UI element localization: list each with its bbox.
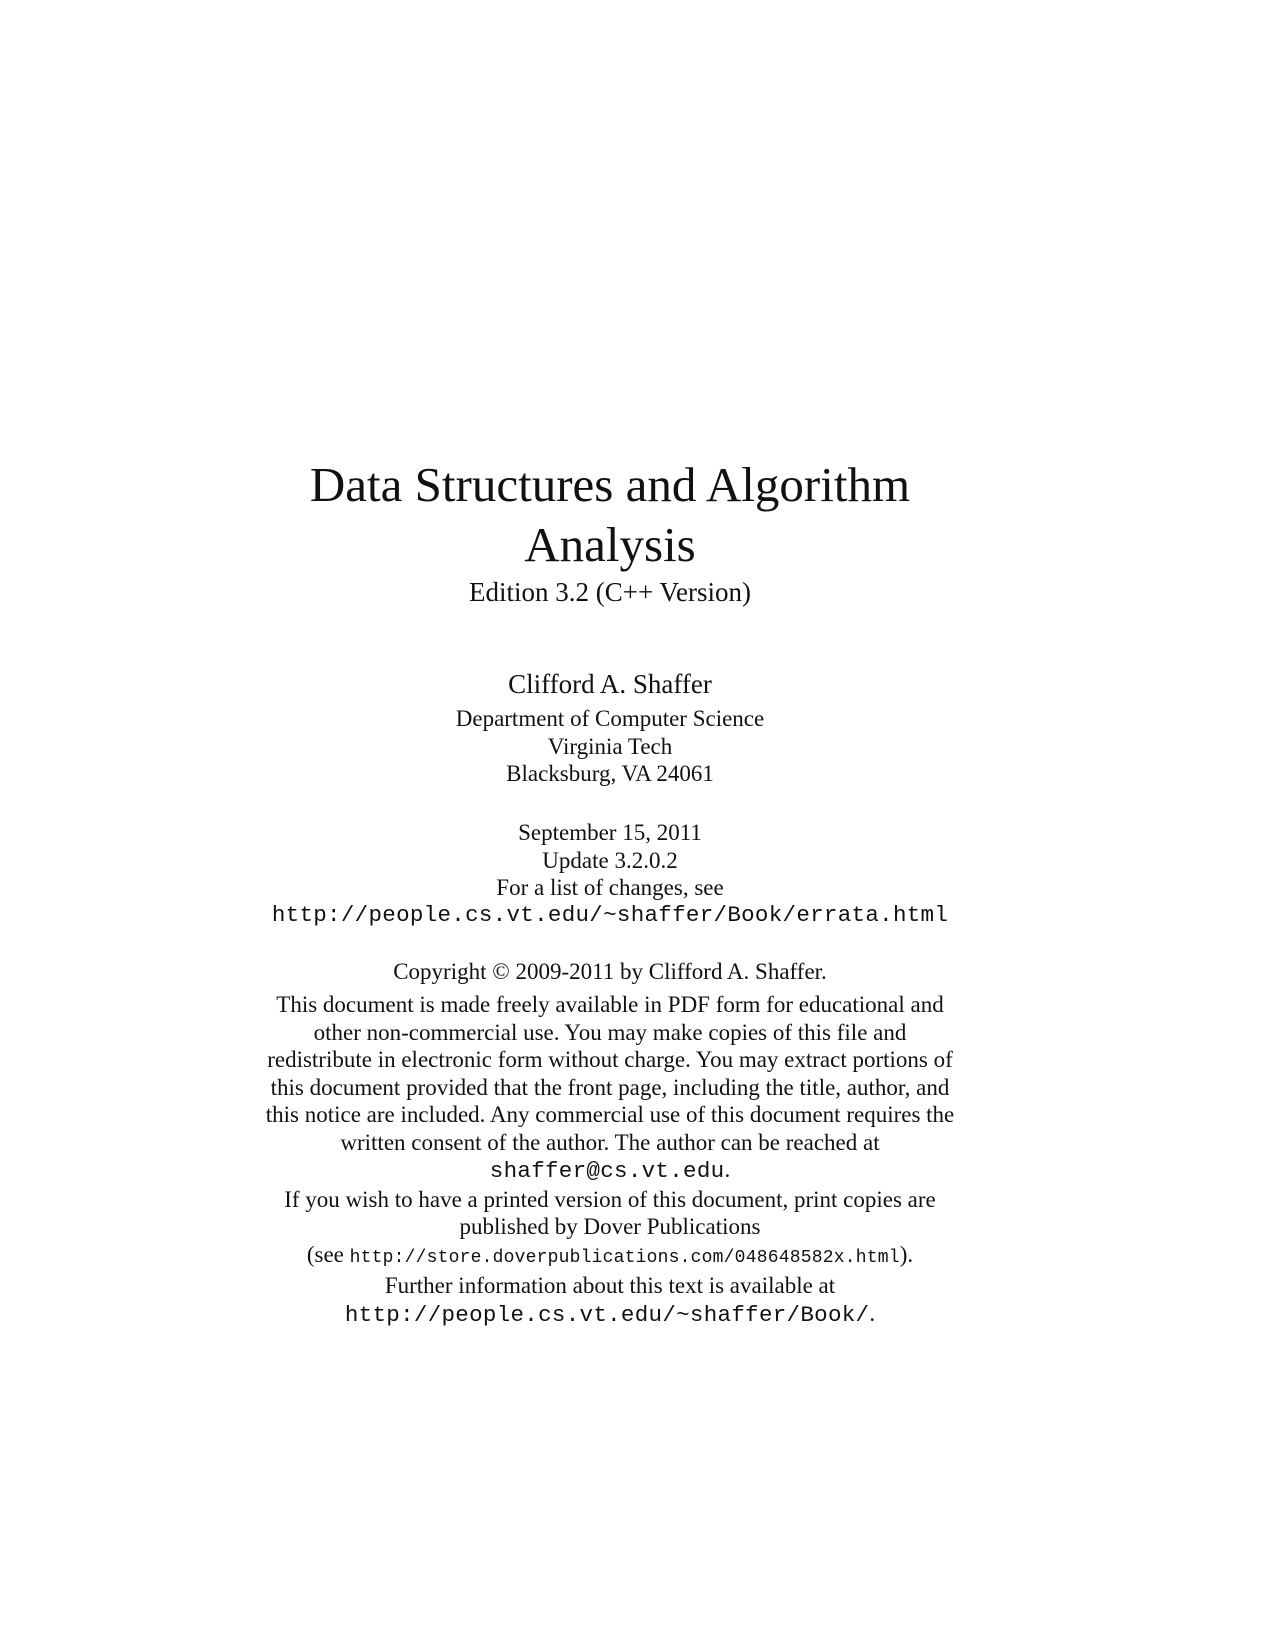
book-url-line xyxy=(0,1300,1220,1330)
notice-line-6: written consent of the author. The author can be reached at xyxy=(340,1129,880,1155)
update-version: Update 3.2.0.2 xyxy=(542,847,678,873)
book-url-suffix: . xyxy=(869,1300,876,1326)
institution: Virginia Tech xyxy=(547,733,673,759)
email-line xyxy=(0,1156,1220,1186)
author-name: Clifford A. Shaffer xyxy=(508,669,712,699)
errata-link[interactable]: http://people.cs.vt.edu/~shaffer/Book/errata.html xyxy=(271,901,949,928)
dover-suffix: ). xyxy=(899,1241,914,1267)
further-info-text: Further information about this text is available at xyxy=(384,1273,836,1298)
dover-link[interactable]: http://store.doverpublications.com/048648582x.html xyxy=(349,1247,900,1268)
location: Blacksburg, VA 24061 xyxy=(506,761,714,786)
notice-line-5: this notice are included. Any commercial use of this document requires the xyxy=(265,1102,955,1127)
dover-prefix: (see xyxy=(306,1241,350,1267)
dover-line xyxy=(0,1241,1220,1273)
copyright-line: Copyright © 2009-2011 by Clifford A. Shaffer. xyxy=(393,959,827,984)
email-suffix: . xyxy=(724,1157,731,1182)
changes-text: For a list of changes, see xyxy=(496,875,724,900)
notice-line-2: other non-commercial use. You may make copies of this file and xyxy=(313,1019,907,1045)
notice-line-4: this document provided that the front page, including the title, author, and xyxy=(270,1074,950,1100)
department: Department of Computer Science xyxy=(455,706,765,731)
title-line-1: Data Structures and Algorithm xyxy=(309,457,911,512)
notice-line-3: redistribute in electronic form without charge. You may extract portions of xyxy=(267,1047,953,1072)
title-line-2: Analysis xyxy=(524,517,696,572)
notice-line-1: This document is made freely available in PDF form for educational and xyxy=(276,992,944,1017)
print-line-2: published by Dover Publications xyxy=(459,1214,761,1239)
author-affiliation xyxy=(0,705,1220,788)
author-email-link[interactable]: shaffer@cs.vt.edu xyxy=(489,1158,725,1184)
publication-date: September 15, 2011 xyxy=(518,820,702,845)
license-notice xyxy=(0,991,1220,1329)
document-title xyxy=(0,455,1220,575)
book-homepage-link[interactable]: http://people.cs.vt.edu/~shaffer/Book/ xyxy=(344,1301,870,1328)
print-line-1: If you wish to have a printed version of this document, print copies are xyxy=(284,1186,936,1212)
edition-subtitle: Edition 3.2 (C++ Version) xyxy=(469,577,751,607)
version-info xyxy=(0,819,1220,929)
